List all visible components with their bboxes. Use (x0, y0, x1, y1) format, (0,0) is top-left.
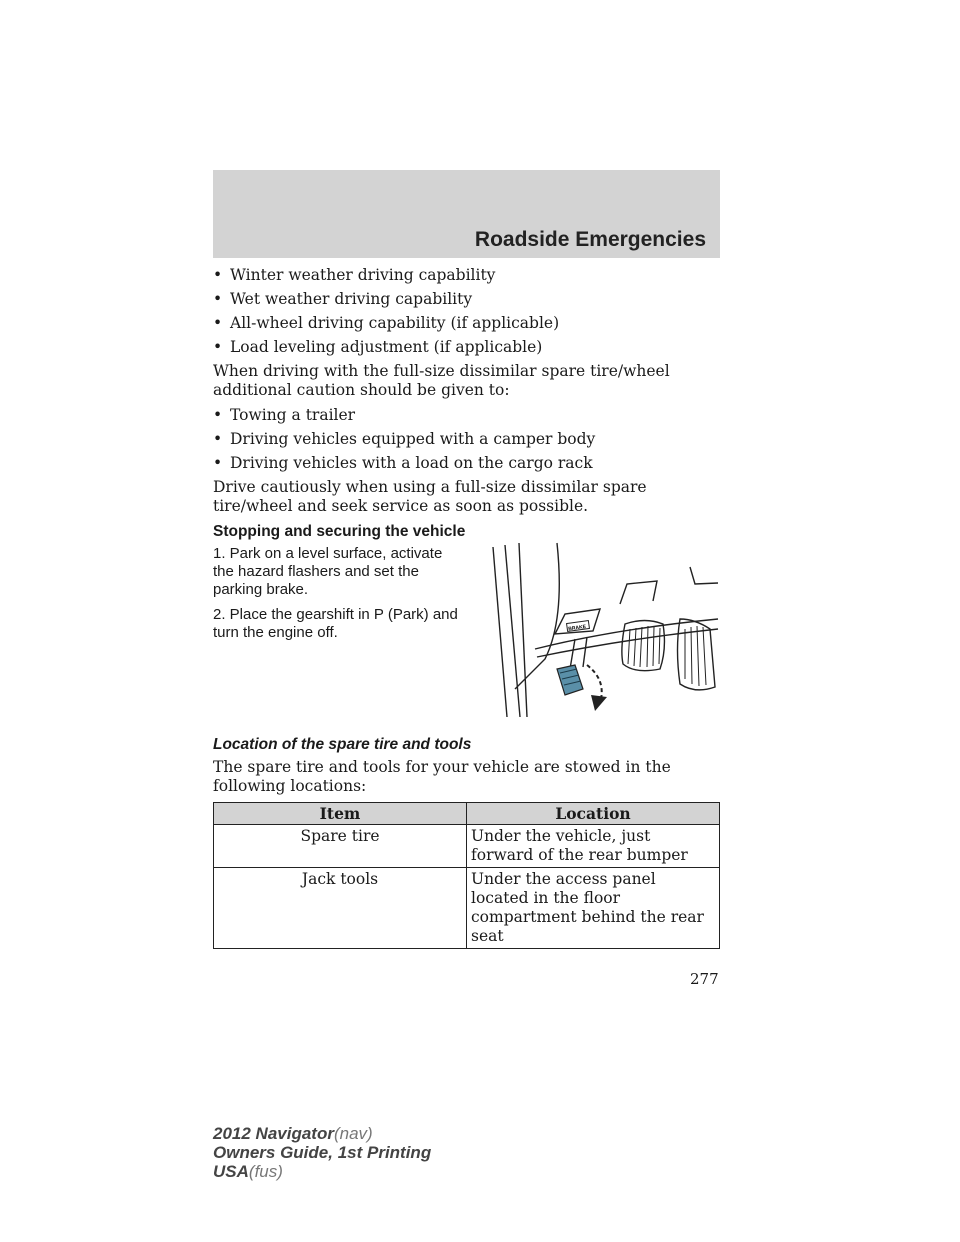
footer-guide: Owners Guide, 1st Printing (213, 1143, 432, 1162)
footer-market: USA (213, 1162, 249, 1181)
page-number: 277 (690, 970, 719, 988)
list-item: • All-wheel driving capability (if applicable) (213, 314, 560, 332)
column-header: Item (214, 803, 467, 825)
spare-tire-table (213, 802, 720, 949)
stopping-heading: Stopping and securing the vehicle (213, 523, 466, 540)
bullet-list-2 (213, 406, 720, 473)
brake-pedal-illustration (475, 539, 720, 719)
bullet-icon: • (213, 266, 223, 284)
spare-tire-heading: Location of the spare tire and tools (213, 736, 472, 753)
list-item: • Driving vehicles with a load on the cargo rack (213, 454, 593, 472)
drive-cautiously-paragraph: Drive cautiously when using a full-size dissimilar spare tire/wheel and seek service as soon as possible. (213, 478, 647, 515)
table-cell: Spare tire (214, 825, 467, 868)
list-item: • Wet weather driving capability (213, 290, 473, 308)
table-cell: Under the access panel located in the floor compartment behind the rear seat (467, 868, 720, 949)
table-header-row (214, 803, 720, 825)
spare-tire-intro: The spare tire and tools for your vehicle are stowed in the following locations: (213, 758, 671, 795)
caution-paragraph: When driving with the full-size dissimilar spare tire/wheel additional caution should be given to: (213, 362, 670, 399)
bullet-icon: • (213, 290, 223, 308)
brake-pedal-pad (557, 665, 583, 695)
list-item: • Winter weather driving capability (213, 266, 496, 284)
section-title: Roadside Emergencies (474, 228, 706, 251)
bullet-icon: • (213, 338, 223, 356)
footer-model: 2012 Navigator (213, 1124, 334, 1143)
bullet-icon: • (213, 454, 223, 472)
header-band (213, 170, 720, 258)
bullet-icon: • (213, 430, 223, 448)
step-1: 1. Park on a level surface, activate the hazard flashers and set the parking brake. (213, 545, 443, 598)
table-row (214, 868, 720, 949)
steps-list (213, 545, 463, 642)
step-2: 2. Place the gearshift in P (Park) and turn the engine off. (213, 606, 458, 641)
list-item: • Towing a trailer (213, 406, 356, 424)
bullet-icon: • (213, 314, 223, 332)
list-item: • Driving vehicles equipped with a camper body (213, 430, 596, 448)
bullet-list-1 (213, 266, 720, 357)
table-cell: Under the vehicle, just forward of the rear bumper (467, 825, 720, 868)
stopping-section (213, 545, 720, 735)
down-arrow-icon (591, 695, 607, 711)
table-cell: Jack tools (214, 868, 467, 949)
table-row (214, 825, 720, 868)
list-item: • Load leveling adjustment (if applicable) (213, 338, 543, 356)
footer (213, 1124, 431, 1181)
footer-model-code: (nav) (333, 1124, 373, 1143)
bullet-icon: • (213, 406, 223, 424)
column-header: Location (467, 803, 720, 825)
page-content (213, 266, 720, 949)
brake-label: BRAKE (567, 623, 587, 633)
footer-market-code: (fus) (248, 1162, 283, 1181)
press-arrow-path (587, 665, 602, 699)
